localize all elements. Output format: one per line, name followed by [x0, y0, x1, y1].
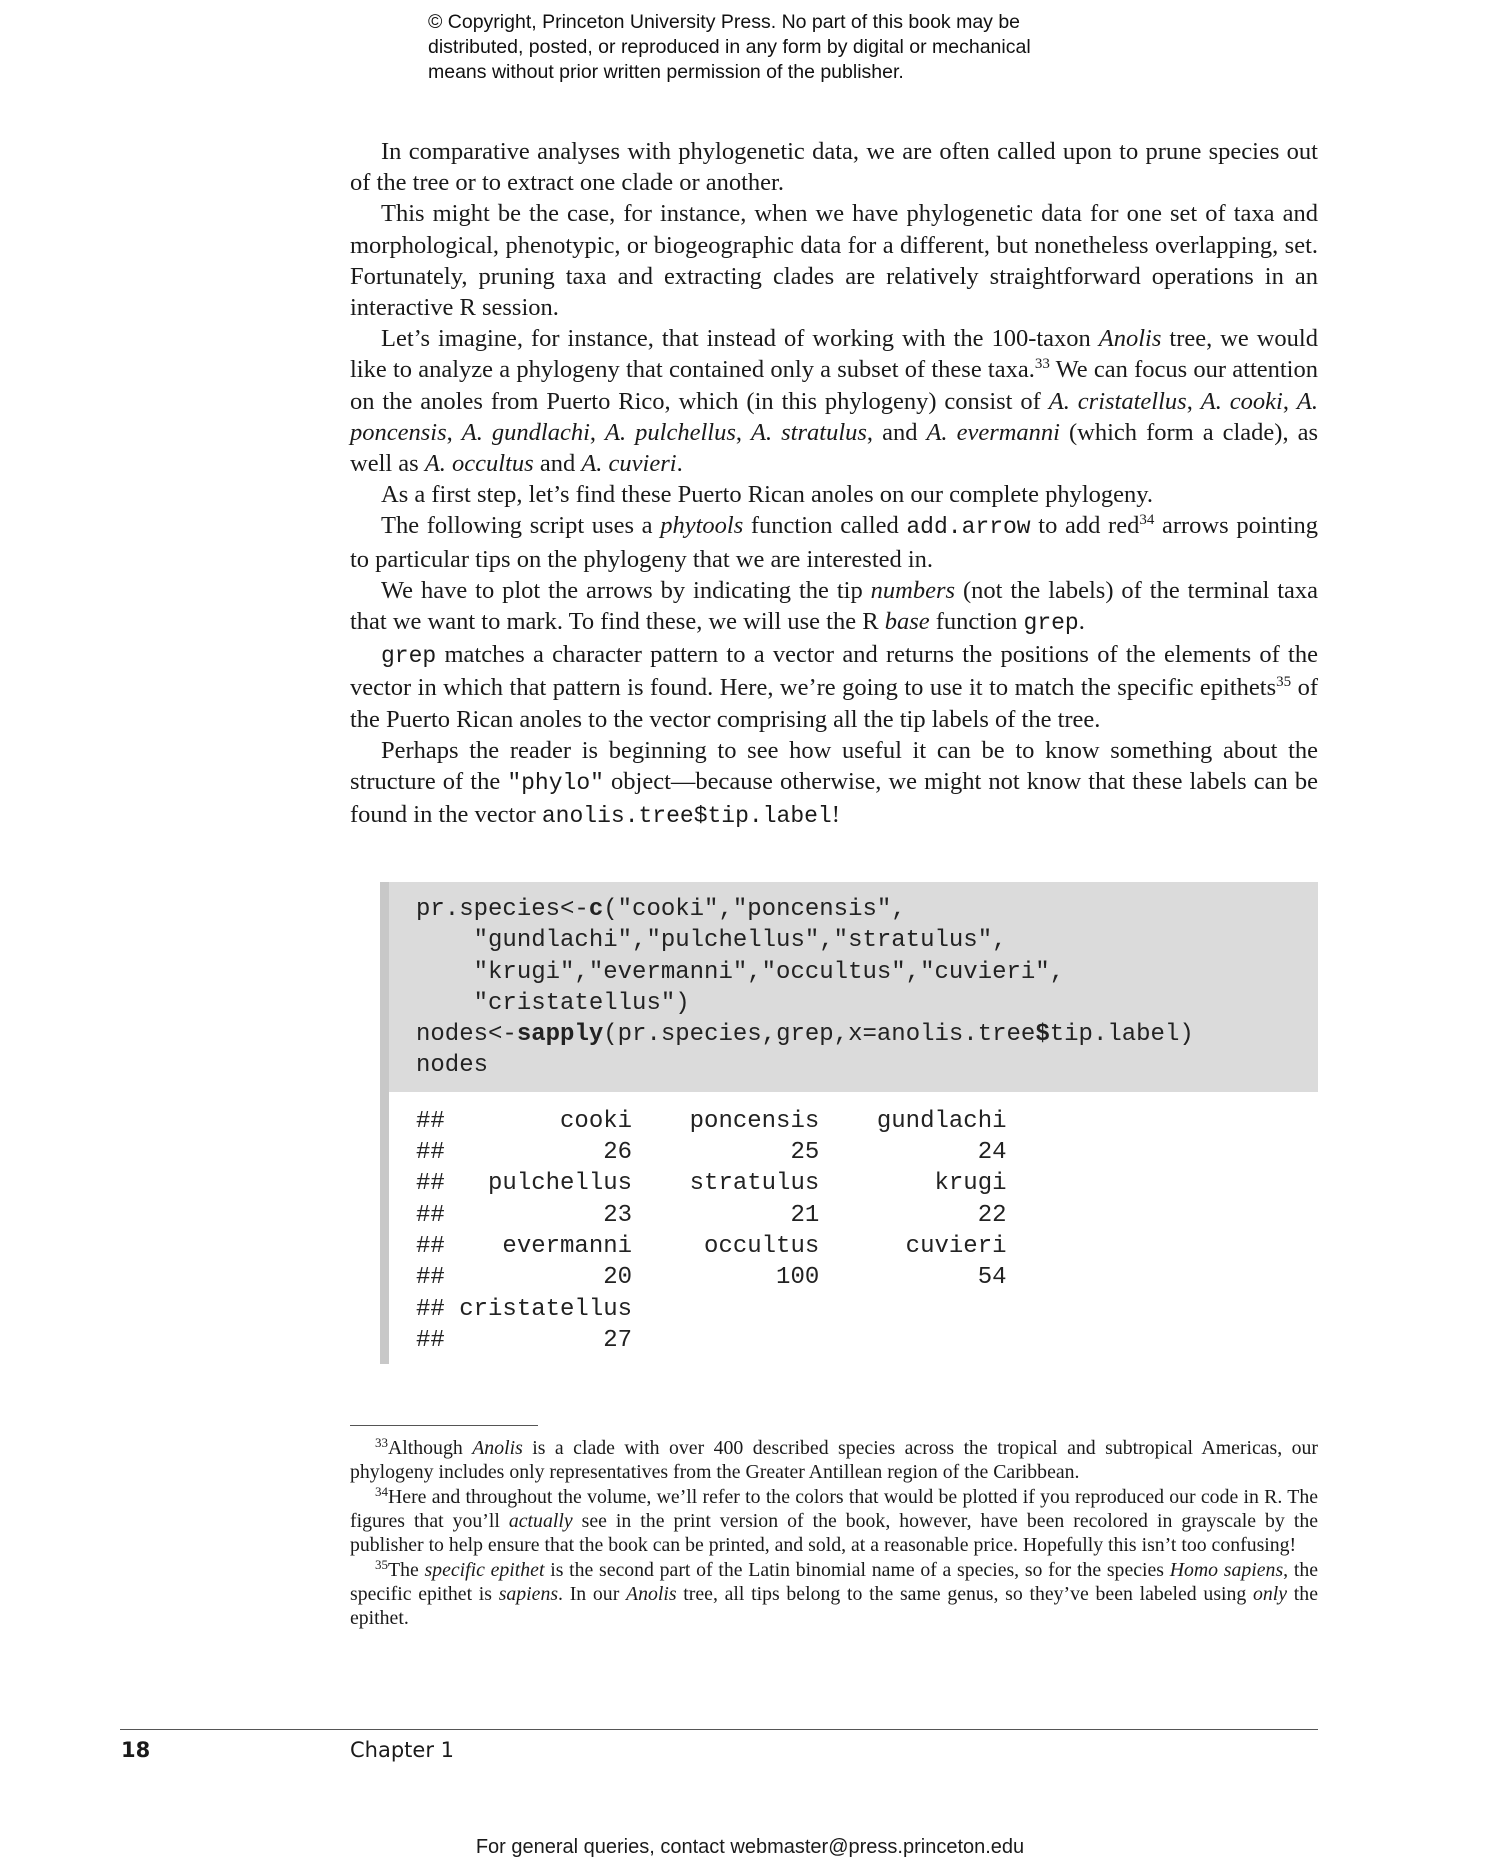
- contact-line: For general queries, contact webmaster@press.princeton.edu: [475, 1836, 1025, 1858]
- inline-code: anolis.tree$tip.label: [541, 803, 832, 830]
- footnote-ref[interactable]: 35: [1276, 674, 1292, 691]
- footnotes: [350, 1436, 1318, 1631]
- page-number: 18: [121, 1738, 151, 1762]
- paragraph: In comparative analyses with phylogenetic data, we are often called upon to prune species out of the tree or to extract one clade or another.: [350, 138, 1318, 197]
- paragraph: As a first step, let’s find these Puerto Rican anoles on our complete phylogeny.: [381, 481, 1154, 509]
- footer-divider: [120, 1729, 1318, 1730]
- footnote-35: $^{35}$The specific epithet is the second part of the Latin binomial name of a species, so for the species Homo sapiens, the specific epithet is sapiens. In our Anolis tree, all tips belong to the same genus, so they’ve been labeled using only the epithet.: [350, 1557, 1318, 1629]
- copyright-line: distributed, posted, or reproduced in any form by digital or mechanical: [428, 36, 1031, 58]
- running-footer-chapter: Chapter 1: [350, 1738, 454, 1762]
- code-input: pr.species<-c("cooki","poncensis", "gundlachi","pulchellus","stratulus", "krugi","evermanni","occultus","cuvieri", "cristatellus") nodes<-sapply(pr.species,grep,x=anolis.tree$tip.label) nodes: [380, 882, 1318, 1092]
- inline-code: add.arrow: [906, 514, 1031, 541]
- code-output: ## cooki poncensis gundlachi ## 26 25 24 ## pulchellus stratulus krugi ## 23 21 22 ## evermanni occultus cuvieri ## 20 100 54 ## cristatellus ## 27: [380, 1092, 1318, 1364]
- body-text: [350, 136, 1318, 832]
- copyright-line: means without prior written permission of the publisher.: [428, 61, 904, 83]
- copyright-line: © Copyright, Princeton University Press. No part of this book may be: [428, 11, 1021, 33]
- footnote-ref[interactable]: 33: [1034, 356, 1050, 373]
- paragraph: The following script uses a phytools function called add.arrow to add red$^{34}$ arrows pointing to particular tips on the phylogeny that we are interested in.: [350, 512, 1318, 573]
- footnote-divider: [350, 1425, 538, 1426]
- code-block: [380, 882, 1318, 1364]
- footnote-33: $^{33}$Although Anolis is a clade with over 400 described species across the tropical and subtropical Americas, our phylogeny includes only representatives from the Greater Antillean region of the Caribbean.: [350, 1435, 1318, 1483]
- paragraph: This might be the case, for instance, when we have phylogenetic data for one set of taxa and morphological, phenotypic, or biogeographic data for a different, but nonetheless overlapping, set. Fortunately, pruning taxa and extracting clades are relatively straightforward operations in an interactive R session.: [350, 200, 1318, 322]
- footnote-ref[interactable]: 34: [1139, 512, 1155, 529]
- inline-code: grep: [1023, 610, 1079, 637]
- paragraph: Let’s imagine, for instance, that instead of working with the 100-taxon Anolis tree, we would like to analyze a phylogeny that contained only a subset of these taxa.$^{33}$ We can focus our attention on the anoles from Puerto Rico, which (in this phylogeny) consist of A. cristatellus, A. cooki, A. poncensis, A. gundlachi, A. pulchellus, A. stratulus, and A. evermanni (which form a clade), as well as A. occultus and A. cuvieri.: [350, 325, 1319, 478]
- paragraph: We have to plot the arrows by indicating the tip numbers (not the labels) of the terminal taxa that we want to mark. To find these, we will use the R base function grep.: [350, 576, 1319, 637]
- copyright-notice: [428, 10, 1128, 85]
- inline-code: grep: [381, 643, 437, 670]
- paragraph: grep matches a character pattern to a vector and returns the positions of the elements of the vector in which that pattern is found. Here, we’re going to use it to match the specific epithets$^{35}$ of the Puerto Rican anoles to the vector comprising all the tip labels of the tree.: [350, 641, 1318, 733]
- inline-code: "phylo": [507, 770, 604, 797]
- paragraph: Perhaps the reader is beginning to see how useful it can be to know something about the structure of the "phylo" object—because otherwise, we might not know that these labels can be found in the vector anolis.tree$tip.label!: [350, 736, 1318, 830]
- footnote-34: $^{34}$Here and throughout the volume, we’ll refer to the colors that would be plotted if you reproduced our code in R. The figures that you’ll actually see in the print version of the book, however, have been recolored in grayscale by the publisher to help ensure that the book can be printed, and sold, at a reasonable price. Hopefully this isn’t too confusing!: [350, 1484, 1318, 1556]
